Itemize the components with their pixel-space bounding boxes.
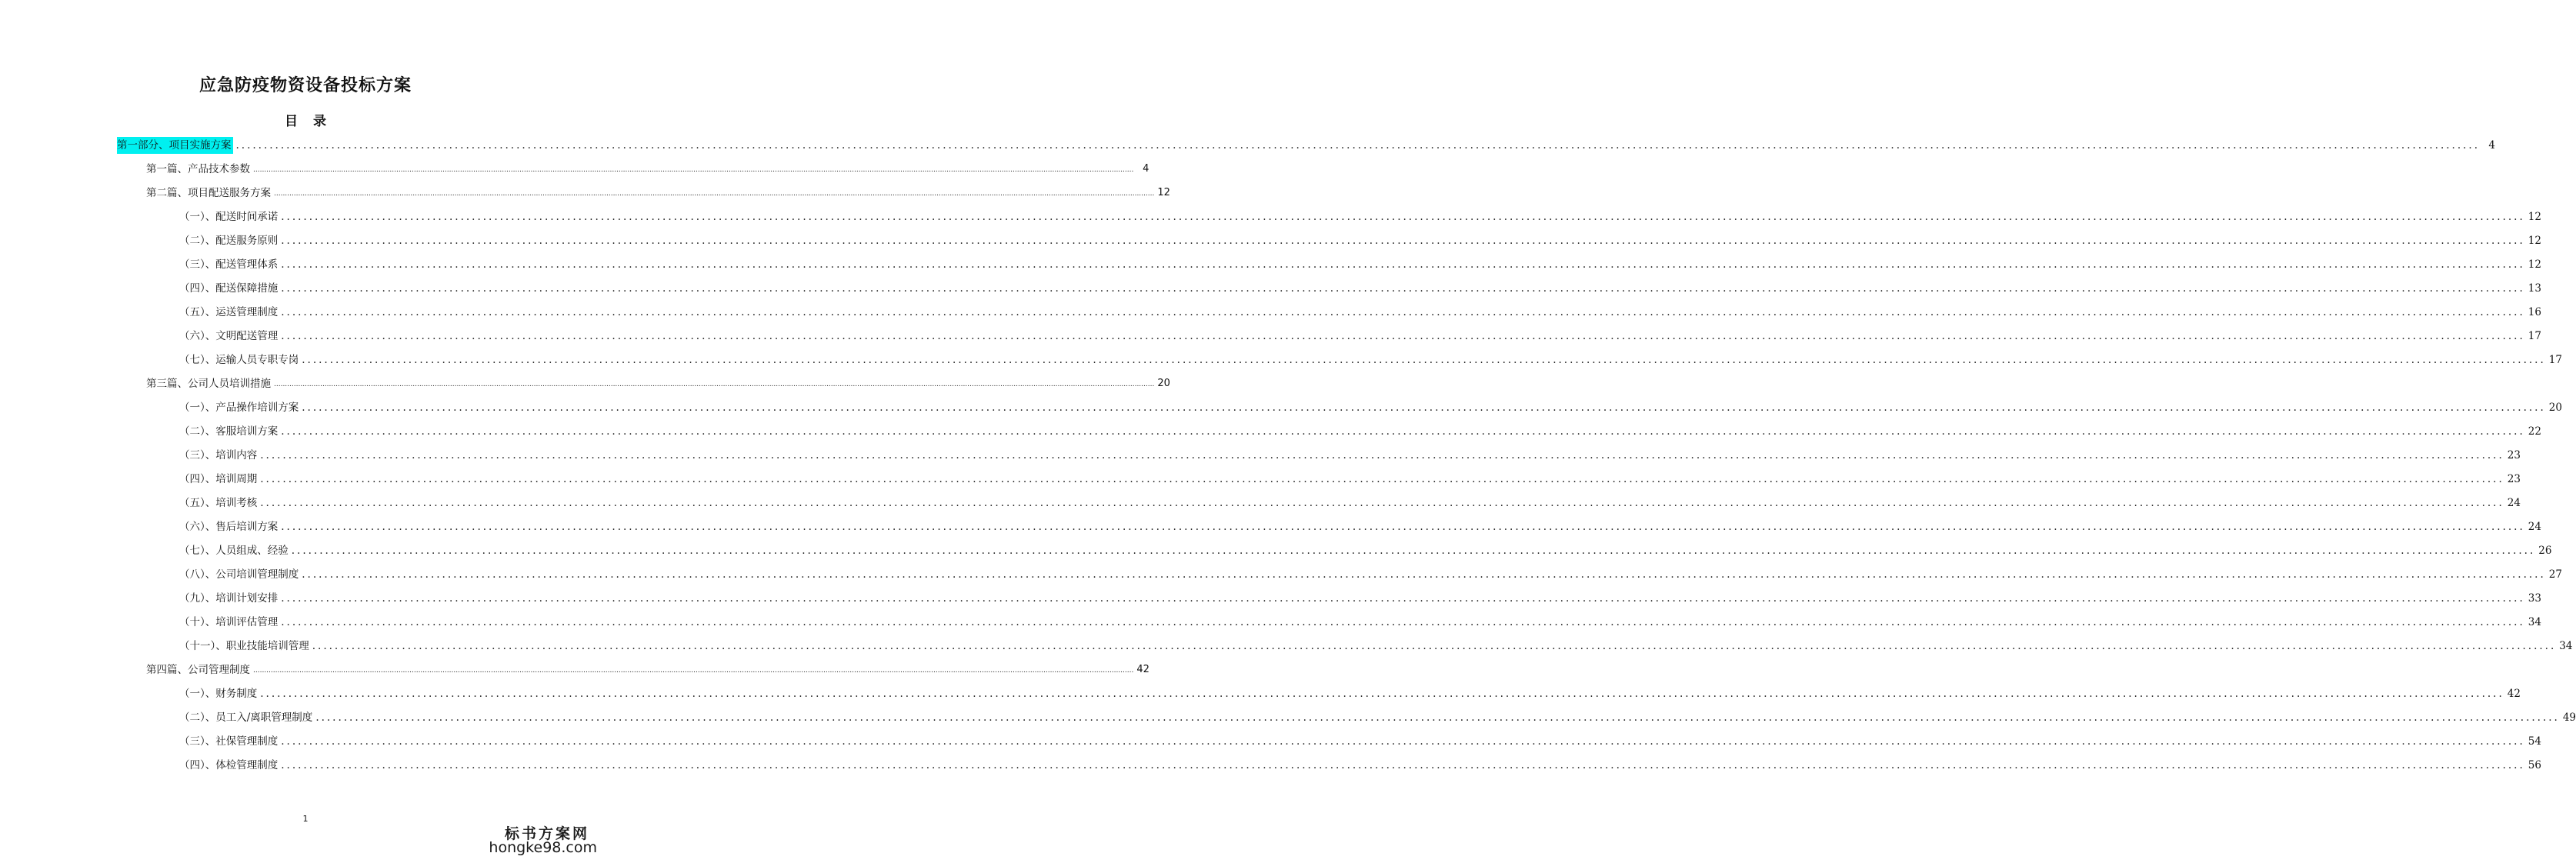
toc-entry-title: （一）、财务制度 [179,688,258,700]
toc-entry[interactable] [179,518,2541,535]
toc-entry-page: 24 [2507,497,2521,509]
toc-entry-page: 34 [2528,616,2541,628]
toc-entry-title: （四）、培训周期 [179,473,258,485]
toc-entry[interactable] [179,304,2541,321]
toc-entry[interactable] [146,185,1170,202]
toc-entry-title: （七）、运输人员专职专岗 [179,354,299,366]
toc-entry[interactable] [179,232,2541,249]
toc-entry[interactable] [179,328,2541,345]
toc-entry[interactable] [179,208,2541,225]
toc-entry[interactable] [179,447,2521,464]
toc-entry-title: 第四篇、公司管理制度 [146,664,250,676]
toc-entry-page: 20 [1157,378,1170,389]
toc-entry[interactable] [146,375,1170,392]
toc-leader-dots: ................................................................................................................................................................................................................................................................................................................................................................................................................ [281,258,2525,271]
toc-entry-title: （六）、售后培训方案 [179,521,279,533]
toc-entry-title: 第一篇、产品技术参数 [146,163,250,175]
toc-entry-page: 12 [1157,187,1170,198]
toc-entry-title: （八）、公司培训管理制度 [179,568,299,581]
page-number: 1 [302,814,309,824]
toc-leader-dots: ................................................................................................................................................................................................................................................................................................................................................................................................................ [260,449,2504,461]
toc-leader-dots: ................................................................................................................................................................................................................................................................................................................................................................................................................ [281,330,2525,342]
toc-entry-title: 第二篇、项目配送服务方案 [146,187,271,199]
toc-entry-page: 42 [1136,664,1150,675]
toc-entry-title: （三）、培训内容 [179,449,258,461]
toc-entry-title: （十一）、职业技能培训管理 [179,640,309,652]
toc-leader-dots: ................................................................................................................................................................................................................................................................................................................................................................................................................ [302,402,2546,414]
toc-entry-title: （三）、社保管理制度 [179,735,279,748]
toc-leader-dots: ................................................................................................................................................................................................................................................................................................................................................................................................................ [312,640,2557,652]
toc-entry-title: （一）、配送时间承诺 [179,211,279,223]
toc-entry[interactable] [179,709,2576,726]
toc-entry-page: 17 [2548,354,2562,366]
toc-entry-page: 23 [2507,473,2521,485]
document-title: 应急防疫物资设备投标方案 [199,76,412,95]
toc-entry[interactable] [179,566,2562,583]
toc-leader-dots: ................................................................................................................................................................................................................................................................................................................................................................................................................ [281,211,2525,223]
toc-entry-title: （三）、配送管理体系 [179,258,279,271]
toc-entry-title: （二）、客服培训方案 [179,425,279,438]
toc-leader-dots: ................................................................................................................................................................................................................................................................................................................................................................................................................ [253,667,1134,675]
toc-leader-dots: ................................................................................................................................................................................................................................................................................................................................................................................................................ [260,688,2504,700]
watermark-name: 标书方案网 [504,825,589,842]
toc-entry-page: 33 [2528,592,2541,605]
toc-entry-title: 第一部分、项目实施方案 [117,137,233,154]
toc-entry-page: 20 [2548,402,2562,414]
toc-entry[interactable] [117,137,2496,154]
toc-entry-title: （四）、体检管理制度 [179,759,279,771]
toc-entry-page: 49 [2562,711,2576,724]
toc-entry-page: 24 [2528,521,2541,533]
toc-leader-dots: ................................................................................................................................................................................................................................................................................................................................................................................................................ [281,235,2525,247]
toc-entry-title: （五）、培训考核 [179,497,258,509]
toc-entry-page: 12 [2528,235,2541,247]
toc-entry[interactable] [179,280,2541,297]
toc-leader-dots: ................................................................................................................................................................................................................................................................................................................................................................................................................ [281,282,2525,295]
toc-entry[interactable] [179,590,2541,607]
toc-entry[interactable] [179,256,2541,273]
toc-leader-dots: ................................................................................................................................................................................................................................................................................................................................................................................................................ [274,381,1155,388]
toc-leader-dots: ................................................................................................................................................................................................................................................................................................................................................................................................................ [302,568,2546,581]
toc-leader-dots: ................................................................................................................................................................................................................................................................................................................................................................................................................ [281,425,2525,438]
toc-entry[interactable] [179,399,2562,416]
toc-entry[interactable] [179,542,2552,559]
toc-entry-title: （十）、培训评估管理 [179,616,279,628]
toc-leader-dots: ................................................................................................................................................................................................................................................................................................................................................................................................................ [281,521,2525,533]
toc-entry-title: （七）、人员组成、经验 [179,545,289,557]
toc-entry[interactable] [179,471,2521,488]
toc-leader-dots: ................................................................................................................................................................................................................................................................................................................................................................................................................ [281,592,2525,605]
toc-entry-page: 26 [2538,545,2552,557]
toc-entry[interactable] [179,423,2541,440]
toc-leader-dots: ................................................................................................................................................................................................................................................................................................................................................................................................................ [281,759,2525,771]
toc-leader-dots: ................................................................................................................................................................................................................................................................................................................................................................................................................ [260,473,2504,485]
toc-entry-page: 12 [2528,211,2541,223]
toc-leader-dots: ................................................................................................................................................................................................................................................................................................................................................................................................................ [302,354,2546,366]
toc-entry[interactable] [179,733,2541,750]
toc-entry[interactable] [179,614,2541,631]
toc-entry-page: 17 [2528,330,2541,342]
toc-entry-title: （五）、运送管理制度 [179,306,279,318]
toc-entry-page: 23 [2507,449,2521,461]
toc-entry-title: 第三篇、公司人员培训措施 [146,378,271,390]
toc-entry-page: 13 [2528,282,2541,295]
toc-entry[interactable] [179,495,2521,511]
toc-leader-dots: ................................................................................................................................................................................................................................................................................................................................................................................................................ [253,166,1134,174]
toc-entry-title: （二）、员工入/离职管理制度 [179,711,313,724]
toc-entry[interactable] [179,638,2573,655]
toc-entry[interactable] [179,685,2521,702]
toc-entry-title: （九）、培训计划安排 [179,592,279,605]
toc-entry-page: 22 [2528,425,2541,438]
watermark-url: hongke98.com [489,839,597,856]
toc-entry-page: 12 [2528,258,2541,271]
toc-leader-dots: ................................................................................................................................................................................................................................................................................................................................................................................................................ [281,306,2525,318]
toc-entry-page: 54 [2528,735,2541,748]
toc-entry-page: 16 [2528,306,2541,318]
toc-leader-dots: ................................................................................................................................................................................................................................................................................................................................................................................................................ [274,190,1155,198]
toc-leader-dots: ................................................................................................................................................................................................................................................................................................................................................................................................................ [281,735,2525,748]
toc-entry-title: （六）、文明配送管理 [179,330,279,342]
toc-entry[interactable] [179,352,2562,368]
toc-leader-dots: ................................................................................................................................................................................................................................................................................................................................................................................................................ [291,545,2536,557]
toc-entry-title: （一）、产品操作培训方案 [179,402,299,414]
toc-entry-page: 4 [2488,139,2496,152]
toc-entry-page: 42 [2507,688,2521,700]
toc-heading: 目 录 [285,114,326,129]
toc-entry-title: （二）、配送服务原则 [179,235,279,247]
toc-entry-title: （四）、配送保障措施 [179,282,279,295]
toc-entry[interactable] [146,661,1150,678]
toc-entry-page: 27 [2548,568,2562,581]
toc-entry[interactable] [179,757,2541,774]
toc-entry-page: 56 [2528,759,2541,771]
toc-entry-page: 34 [2559,640,2573,652]
toc-leader-dots: ................................................................................................................................................................................................................................................................................................................................................................................................................ [235,139,2481,152]
toc-leader-dots: ................................................................................................................................................................................................................................................................................................................................................................................................................ [281,616,2525,628]
toc-leader-dots: ................................................................................................................................................................................................................................................................................................................................................................................................................ [315,711,2560,724]
toc-leader-dots: ................................................................................................................................................................................................................................................................................................................................................................................................................ [260,497,2504,509]
toc-entry-page: 4 [1143,163,1150,175]
toc-entry[interactable] [146,161,1150,178]
